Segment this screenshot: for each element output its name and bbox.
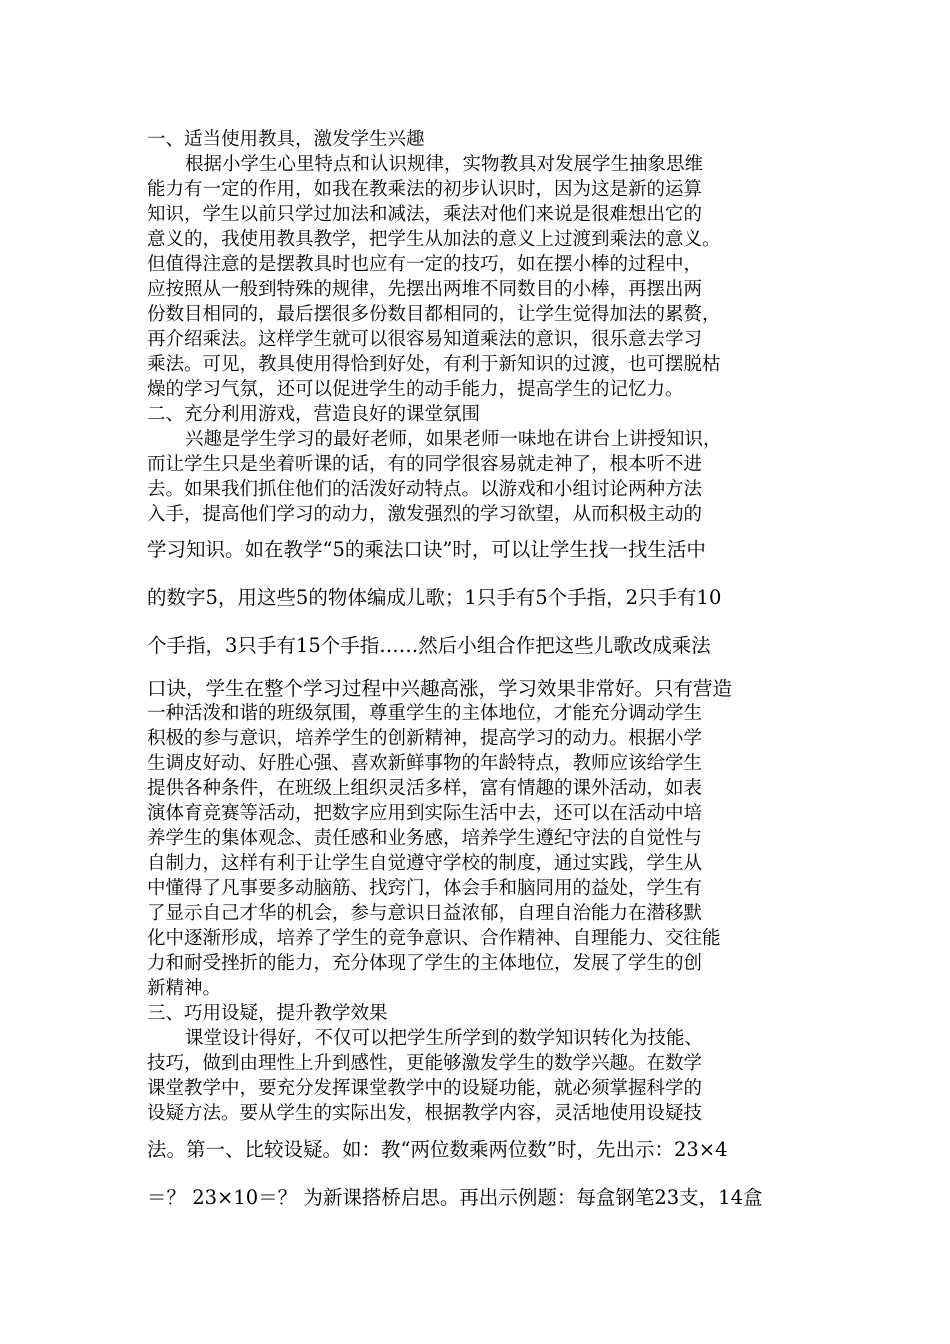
- text-line: 设疑方法。要从学生的实际出发，根据教学内容，灵活地使用设疑技: [147, 1103, 703, 1124]
- heading-3: 三、巧用设疑，提升教学效果: [147, 1003, 388, 1024]
- text-line: 口诀，学生在整个学习过程中兴趣高涨，学习效果非常好。只有营造: [147, 677, 733, 700]
- text-line: 去。如果我们抓住他们的活泼好动特点。以游戏和小组讨论两种方法: [147, 479, 703, 500]
- text-line: 再介绍乘法。这样学生就可以很容易知道乘法的意识，很乐意去学习: [147, 329, 703, 350]
- text-line: 提供各种条件，在班级上组织灵活多样，富有情趣的课外活动，如表: [147, 778, 703, 799]
- document-page: [147, 0, 817, 1344]
- text-line: 力和耐受挫折的能力，充分体现了学生的主体地位，发展了学生的创: [147, 953, 703, 974]
- text-line: 个手指，3只手有15个手指……然后小组合作把这些儿歌改成乘法: [147, 634, 711, 657]
- text-line: 知识，学生以前只学过加法和减法，乘法对他们来说是很难想出它的: [147, 204, 703, 225]
- text-line: 演体育竞赛等活动，把数字应用到实际生活中去，还可以在活动中培: [147, 803, 703, 824]
- text-line: 积极的参与意识，培养学生的创新精神，提高学习的动力。根据小学: [147, 728, 703, 749]
- text-line: 乘法。可见，教具使用得恰到好处，有利于新知识的过渡，也可摆脱枯: [147, 354, 721, 375]
- text-line: 技巧，做到由理性上升到感性，更能够激发学生的数学兴趣。在数学: [147, 1053, 703, 1074]
- text-line: 能力有一定的作用，如我在教乘法的初步认识时，因为这是新的运算: [147, 179, 703, 200]
- text-line: 法。第一、比较设疑。如：教“两位数乘两位数”时，先出示：23×4: [147, 1138, 728, 1161]
- text-line: 意义的，我使用教具教学，把学生从加法的意义上过渡到乘法的意义。: [147, 229, 721, 250]
- text-line: 入手，提高他们学习的动力，激发强烈的学习欲望，从而积极主动的: [147, 504, 703, 525]
- text-line: 新精神。: [147, 978, 222, 999]
- text-line: 的数字5，用这些5的物体编成儿歌；1只手有5个手指，2只手有10: [147, 586, 722, 609]
- text-line: 中懂得了凡事要多动脑筋、找窍门，体会手和脑同用的益处，学生有: [147, 878, 703, 899]
- text-line: 份数目相同的，最后摆很多份数目都相同的，让学生觉得加法的累赘，: [147, 304, 721, 325]
- text-line: 生调皮好动、好胜心强、喜欢新鲜事物的年龄特点，教师应该给学生: [147, 753, 703, 774]
- text-line: 养学生的集体观念、责任感和业务感，培养学生遵纪守法的自觉性与: [147, 828, 703, 849]
- text-line: 了显示自己才华的机会，参与意识日益浓郁，自理自治能力在潜移默: [147, 903, 703, 924]
- text-line: ＝？ 23×10＝？ 为新课搭桥启思。再出示例题：每盒钢笔23支，14盒: [147, 1186, 763, 1209]
- text-line: 课堂设计得好，不仅可以把学生所学到的数学知识转化为技能、: [185, 1028, 704, 1049]
- text-line: 化中逐渐形成，培养了学生的竞争意识、合作精神、自理能力、交往能: [147, 928, 721, 949]
- heading-2: 二、充分利用游戏，营造良好的课堂氛围: [147, 404, 481, 425]
- text-line: 一种活泼和谐的班级氛围，尊重学生的主体地位，才能充分调动学生: [147, 703, 703, 724]
- text-line: 但值得注意的是摆教具时也应有一定的技巧，如在摆小棒的过程中，: [147, 254, 703, 275]
- text-line: 根据小学生心里特点和认识规律，实物教具对发展学生抽象思维: [185, 154, 704, 175]
- text-line: 学习知识。如在教学“5的乘法口诀”时，可以让学生找一找生活中: [147, 538, 706, 561]
- text-line: 自制力，这样有利于让学生自觉遵守学校的制度，通过实践，学生从: [147, 853, 703, 874]
- text-line: 而让学生只是坐着听课的话，有的同学很容易就走神了，根本听不进: [147, 454, 703, 475]
- text-line: 应按照从一般到特殊的规律，先摆出两堆不同数目的小棒，再摆出两: [147, 279, 703, 300]
- heading-1: 一、适当使用教具，激发学生兴趣: [147, 129, 425, 150]
- text-line: 兴趣是学生学习的最好老师，如果老师一味地在讲台上讲授知识，: [185, 429, 722, 450]
- text-line: 燥的学习气氛，还可以促进学生的动手能力，提高学生的记忆力。: [147, 379, 684, 400]
- text-line: 课堂教学中，要充分发挥课堂教学中的设疑功能，就必须掌握科学的: [147, 1078, 703, 1099]
